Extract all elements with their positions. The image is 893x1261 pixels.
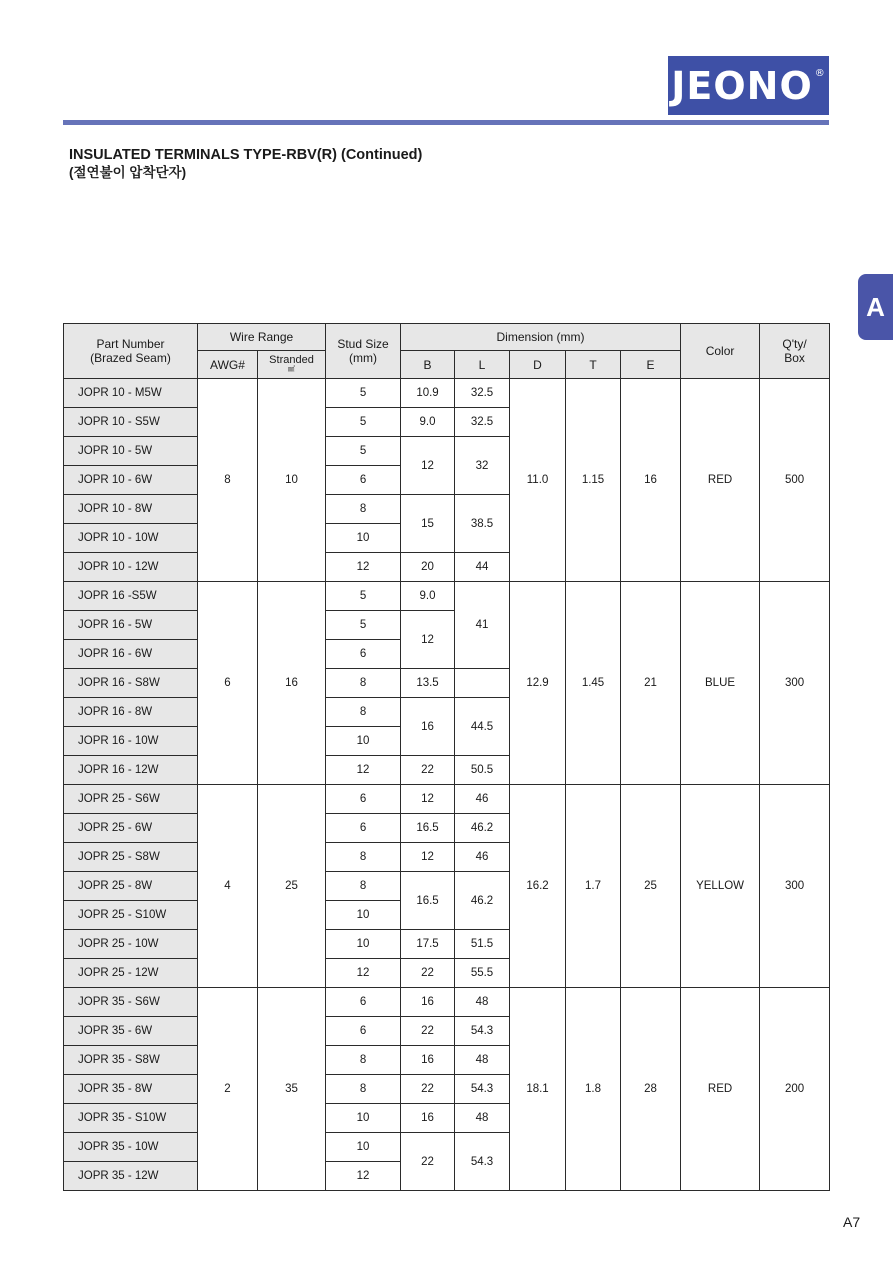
- b-cell: 22: [401, 756, 455, 785]
- section-tab-a[interactable]: A: [858, 274, 893, 340]
- b-cell: 13.5: [401, 669, 455, 698]
- part-number-cell: JOPR 10 - 6W: [64, 466, 198, 495]
- header-awg: AWG#: [198, 351, 258, 379]
- stud-cell: 12: [326, 553, 401, 582]
- awg-cell: 4: [198, 785, 258, 988]
- b-cell: 10.9: [401, 379, 455, 408]
- b-cell: 9.0: [401, 582, 455, 611]
- color-cell: BLUE: [681, 582, 760, 785]
- color-cell: RED: [681, 379, 760, 582]
- header-l: L: [455, 351, 510, 379]
- l-cell: 41: [455, 582, 510, 669]
- awg-cell: 8: [198, 379, 258, 582]
- b-cell: 16: [401, 1046, 455, 1075]
- qty-cell: 500: [760, 379, 830, 582]
- table-row: [64, 379, 830, 408]
- header-qty-sub: Box: [784, 351, 805, 365]
- part-number-cell: JOPR 25 - 6W: [64, 814, 198, 843]
- header-stud-size-unit: (mm): [349, 351, 377, 365]
- stud-cell: 10: [326, 524, 401, 553]
- header-stud-size: [326, 324, 401, 379]
- stud-cell: 10: [326, 727, 401, 756]
- l-cell: 48: [455, 1046, 510, 1075]
- stud-cell: 8: [326, 1075, 401, 1104]
- header-stranded-unit: ㎟: [288, 366, 295, 373]
- l-cell: [455, 669, 510, 698]
- page-subtitle: (절연불이 압착단자): [69, 165, 187, 180]
- stud-cell: 12: [326, 959, 401, 988]
- l-cell: 44.5: [455, 698, 510, 756]
- b-cell: 20: [401, 553, 455, 582]
- part-number-cell: JOPR 35 - 8W: [64, 1075, 198, 1104]
- part-number-cell: JOPR 25 - S6W: [64, 785, 198, 814]
- stud-cell: 12: [326, 756, 401, 785]
- stud-cell: 5: [326, 611, 401, 640]
- spec-table: [63, 323, 830, 1191]
- d-cell: 16.2: [510, 785, 566, 988]
- part-number-cell: JOPR 35 - 10W: [64, 1133, 198, 1162]
- part-number-cell: JOPR 35 - S8W: [64, 1046, 198, 1075]
- e-cell: 16: [621, 379, 681, 582]
- e-cell: 21: [621, 582, 681, 785]
- d-cell: 12.9: [510, 582, 566, 785]
- stud-cell: 5: [326, 379, 401, 408]
- d-cell: 11.0: [510, 379, 566, 582]
- stranded-cell: 16: [258, 582, 326, 785]
- e-cell: 25: [621, 785, 681, 988]
- part-number-cell: JOPR 10 - 8W: [64, 495, 198, 524]
- stud-cell: 6: [326, 785, 401, 814]
- header-d: D: [510, 351, 566, 379]
- l-cell: 32: [455, 437, 510, 495]
- part-number-cell: JOPR 16 - 6W: [64, 640, 198, 669]
- registered-mark: ®: [814, 68, 826, 79]
- page-number: A7: [843, 1214, 861, 1230]
- stud-cell: 5: [326, 437, 401, 466]
- l-cell: 54.3: [455, 1017, 510, 1046]
- b-cell: 22: [401, 1017, 455, 1046]
- part-number-cell: JOPR 35 - S6W: [64, 988, 198, 1017]
- b-cell: 16.5: [401, 814, 455, 843]
- color-cell: YELLOW: [681, 785, 760, 988]
- header-t: T: [566, 351, 621, 379]
- awg-cell: 6: [198, 582, 258, 785]
- stud-cell: 8: [326, 872, 401, 901]
- stranded-cell: 25: [258, 785, 326, 988]
- d-cell: 18.1: [510, 988, 566, 1191]
- header-color: Color: [681, 324, 760, 379]
- b-cell: 12: [401, 843, 455, 872]
- l-cell: 46.2: [455, 872, 510, 930]
- header-e: E: [621, 351, 681, 379]
- part-number-cell: JOPR 35 - 6W: [64, 1017, 198, 1046]
- stud-cell: 8: [326, 495, 401, 524]
- stud-cell: 8: [326, 669, 401, 698]
- table-row: [64, 988, 830, 1017]
- part-number-cell: JOPR 25 - 8W: [64, 872, 198, 901]
- b-cell: 16: [401, 1104, 455, 1133]
- l-cell: 38.5: [455, 495, 510, 553]
- l-cell: 46: [455, 785, 510, 814]
- l-cell: 32.5: [455, 408, 510, 437]
- part-number-cell: JOPR 25 - 10W: [64, 930, 198, 959]
- qty-cell: 300: [760, 582, 830, 785]
- awg-cell: 2: [198, 988, 258, 1191]
- l-cell: 51.5: [455, 930, 510, 959]
- b-cell: 12: [401, 437, 455, 495]
- page-title: INSULATED TERMINALS TYPE-RBV(R) (Continued): [69, 147, 423, 163]
- brand-name: JEONO: [671, 63, 813, 108]
- stud-cell: 8: [326, 698, 401, 727]
- t-cell: 1.45: [566, 582, 621, 785]
- stud-cell: 8: [326, 843, 401, 872]
- e-cell: 28: [621, 988, 681, 1191]
- part-number-cell: JOPR 10 - 12W: [64, 553, 198, 582]
- stud-cell: 6: [326, 1017, 401, 1046]
- b-cell: 22: [401, 959, 455, 988]
- part-number-cell: JOPR 16 -S5W: [64, 582, 198, 611]
- table-row: [64, 582, 830, 611]
- part-number-cell: JOPR 16 - 12W: [64, 756, 198, 785]
- header-stud-size-label: Stud Size: [337, 337, 389, 351]
- stud-cell: 5: [326, 408, 401, 437]
- part-number-cell: JOPR 25 - 12W: [64, 959, 198, 988]
- header-stranded-label: Stranded: [269, 354, 314, 366]
- header-part-number: [64, 324, 198, 379]
- stud-cell: 6: [326, 466, 401, 495]
- t-cell: 1.7: [566, 785, 621, 988]
- part-number-cell: JOPR 16 - 5W: [64, 611, 198, 640]
- stud-cell: 10: [326, 1104, 401, 1133]
- qty-cell: 300: [760, 785, 830, 988]
- header-part-number-sub: (Brazed Seam): [90, 351, 171, 365]
- part-number-cell: JOPR 25 - S10W: [64, 901, 198, 930]
- b-cell: 9.0: [401, 408, 455, 437]
- part-number-cell: JOPR 10 - 10W: [64, 524, 198, 553]
- b-cell: 16: [401, 698, 455, 756]
- b-cell: 15: [401, 495, 455, 553]
- l-cell: 46: [455, 843, 510, 872]
- stranded-cell: 10: [258, 379, 326, 582]
- l-cell: 54.3: [455, 1075, 510, 1104]
- part-number-cell: JOPR 16 - 10W: [64, 727, 198, 756]
- stud-cell: 5: [326, 582, 401, 611]
- stud-cell: 10: [326, 1133, 401, 1162]
- part-number-cell: JOPR 35 - S10W: [64, 1104, 198, 1133]
- part-number-cell: JOPR 10 - S5W: [64, 408, 198, 437]
- l-cell: 48: [455, 988, 510, 1017]
- l-cell: 46.2: [455, 814, 510, 843]
- qty-cell: 200: [760, 988, 830, 1191]
- b-cell: 22: [401, 1133, 455, 1191]
- l-cell: 55.5: [455, 959, 510, 988]
- b-cell: 16: [401, 988, 455, 1017]
- header-stranded: [258, 351, 326, 379]
- part-number-cell: JOPR 35 - 12W: [64, 1162, 198, 1191]
- color-cell: RED: [681, 988, 760, 1191]
- stud-cell: 10: [326, 901, 401, 930]
- stranded-cell: 35: [258, 988, 326, 1191]
- t-cell: 1.15: [566, 379, 621, 582]
- stud-cell: 6: [326, 988, 401, 1017]
- part-number-cell: JOPR 25 - S8W: [64, 843, 198, 872]
- part-number-cell: JOPR 10 - M5W: [64, 379, 198, 408]
- l-cell: 54.3: [455, 1133, 510, 1191]
- l-cell: 44: [455, 553, 510, 582]
- b-cell: 16.5: [401, 872, 455, 930]
- l-cell: 50.5: [455, 756, 510, 785]
- header-qty: [760, 324, 830, 379]
- part-number-cell: JOPR 16 - 8W: [64, 698, 198, 727]
- l-cell: 32.5: [455, 379, 510, 408]
- header-part-number-label: Part Number: [96, 337, 165, 351]
- b-cell: 12: [401, 611, 455, 669]
- b-cell: 17.5: [401, 930, 455, 959]
- stud-cell: 12: [326, 1162, 401, 1191]
- stud-cell: 8: [326, 1046, 401, 1075]
- header-b: B: [401, 351, 455, 379]
- table-row: [64, 785, 830, 814]
- stud-cell: 10: [326, 930, 401, 959]
- t-cell: 1.8: [566, 988, 621, 1191]
- stud-cell: 6: [326, 640, 401, 669]
- brand-logo: [668, 56, 829, 115]
- header-qty-label: Q'ty/: [782, 337, 807, 351]
- header-wire-range: Wire Range: [198, 324, 326, 351]
- part-number-cell: JOPR 10 - 5W: [64, 437, 198, 466]
- b-cell: 12: [401, 785, 455, 814]
- stud-cell: 6: [326, 814, 401, 843]
- header-dimension: Dimension (mm): [401, 324, 681, 351]
- b-cell: 22: [401, 1075, 455, 1104]
- part-number-cell: JOPR 16 - S8W: [64, 669, 198, 698]
- header-rule: [63, 120, 829, 125]
- l-cell: 48: [455, 1104, 510, 1133]
